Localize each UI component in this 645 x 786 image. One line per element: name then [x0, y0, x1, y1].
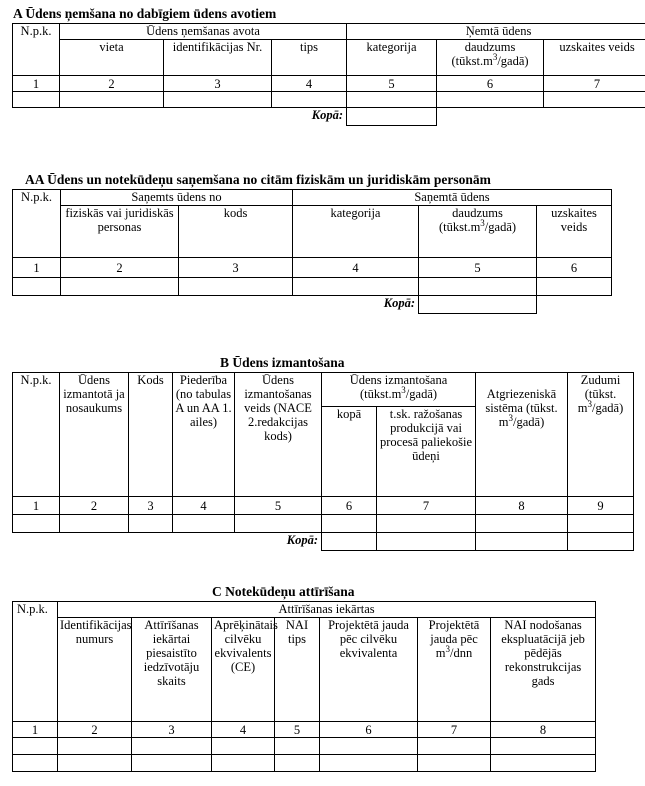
- c-col-jauda-m3: Projektētā jauda pēc $m^3$/dnn: [418, 618, 491, 722]
- c-npk-header: N.p.k.: [13, 602, 58, 722]
- b-total-zudumi[interactable]: [568, 533, 634, 551]
- a-empty-row[interactable]: [13, 92, 645, 108]
- b-group-usage: Ūdens izmantošana $(tūkst.m^3/gadā)$: [322, 373, 476, 407]
- a-total-label: Kopā:: [311, 108, 344, 122]
- a-group-taken: Ņemtā ūdens: [347, 24, 645, 40]
- section-a: [12, 6, 645, 126]
- aa-col-kategorija: kategorija: [293, 206, 419, 258]
- b-number-row: 1 2 3 4 5 6 7 8 9: [13, 497, 634, 515]
- table-b: [12, 372, 634, 551]
- a-col-vieta: vieta: [60, 40, 164, 76]
- c-empty-row[interactable]: [13, 738, 596, 755]
- c-col-id: Identifikācijas numurs: [58, 618, 132, 722]
- section-b-title: B Ūdens izmantošana: [220, 355, 345, 370]
- b-total-tsk[interactable]: [377, 533, 476, 551]
- a-col-daudzums: daudzums $(tūkst.m^3/gadā)$: [437, 40, 544, 76]
- c-group-plants: Attīrīšanas iekārtas: [58, 602, 596, 618]
- section-b: [12, 355, 634, 551]
- aa-col-persona: fiziskās vai juridiskās personas: [61, 206, 179, 258]
- c-col-iedz: Attīrīšanas iekārtai piesaistīto iedzīvotāju skaits: [132, 618, 212, 722]
- section-aa: [12, 172, 612, 314]
- b-total-kopa[interactable]: [322, 533, 377, 551]
- a-npk-header: N.p.k.: [13, 24, 60, 76]
- table-a: [12, 23, 645, 126]
- section-c: [12, 584, 596, 772]
- table-aa: [12, 189, 612, 314]
- b-col-pieder: Piederība (no tabulas A un AA 1. ailes): [173, 373, 235, 497]
- b-col-atgr: Atgriezeniskā sistēma (tūkst. $m^3/gadā$): [476, 373, 568, 497]
- a-group-source: Ūdens ņemšanas avota: [60, 24, 347, 40]
- b-npk-header: N.p.k.: [13, 373, 60, 497]
- b-empty-row[interactable]: [13, 515, 634, 533]
- b-col-kopa: kopā: [322, 407, 377, 497]
- aa-total-label: Kopā:: [383, 296, 415, 310]
- b-col-veids: Ūdens izmantošanas veids (NACE 2.redakcijas kods): [235, 373, 322, 497]
- aa-empty-row[interactable]: [13, 278, 612, 296]
- section-aa-title: AA Ūdens un notekūdeņu saņemšana no citām fiziskām un juridiskām personām: [25, 172, 491, 187]
- b-total-label: Kopā:: [286, 533, 318, 547]
- c-number-row: 1 2 3 4 5 6 7 8: [13, 722, 596, 738]
- b-total-atgr[interactable]: [476, 533, 568, 551]
- aa-group-received: Saņemtā ūdens: [293, 190, 612, 206]
- aa-col-kods: kods: [179, 206, 293, 258]
- b-col-kods: Kods: [129, 373, 173, 497]
- aa-col-uzskaite: uzskaites veids: [537, 206, 612, 258]
- a-col-tips: tips: [272, 40, 347, 76]
- c-col-tips: NAI tips: [275, 618, 320, 722]
- c-col-jauda-ce: Projektētā jauda pēc cilvēku ekvivalenta: [320, 618, 418, 722]
- b-col-zudumi: Zudumi (tūkst. $m^3/gadā$): [568, 373, 634, 497]
- a-total-field[interactable]: [347, 108, 437, 126]
- aa-group-from: Saņemts ūdens no: [61, 190, 293, 206]
- a-col-uzskaite: uzskaites veids: [544, 40, 645, 76]
- section-c-title: C Notekūdeņu attīrīšana: [212, 584, 355, 599]
- a-col-id: identifikācijas Nr.: [164, 40, 272, 76]
- a-col-kategorija: kategorija: [347, 40, 437, 76]
- c-empty-row[interactable]: [13, 755, 596, 772]
- aa-npk-header: N.p.k.: [13, 190, 61, 258]
- section-a-title: A Ūdens ņemšana no dabīgiem ūdens avotiem: [13, 6, 277, 21]
- b-col-name: Ūdens izmantotā ja nosaukums: [60, 373, 129, 497]
- a-number-row: 1 2 3 4 5 6 7: [13, 76, 645, 92]
- c-col-gads: NAI nodošanas ekspluatācijā jeb pēdējās rekonstrukcijas gads: [491, 618, 596, 722]
- aa-total-field[interactable]: [419, 296, 537, 314]
- c-col-ce: Aprēķinātais cilvēku ekvivalents (CE): [212, 618, 275, 722]
- aa-col-daudzums: daudzums $(tūkst.m^3/gadā)$: [419, 206, 537, 258]
- b-col-tsk: t.sk. ražošanas produkcijā vai procesā paliekošie ūdeņi: [377, 407, 476, 497]
- table-c: [12, 601, 596, 772]
- aa-number-row: 1 2 3 4 5 6: [13, 258, 612, 278]
